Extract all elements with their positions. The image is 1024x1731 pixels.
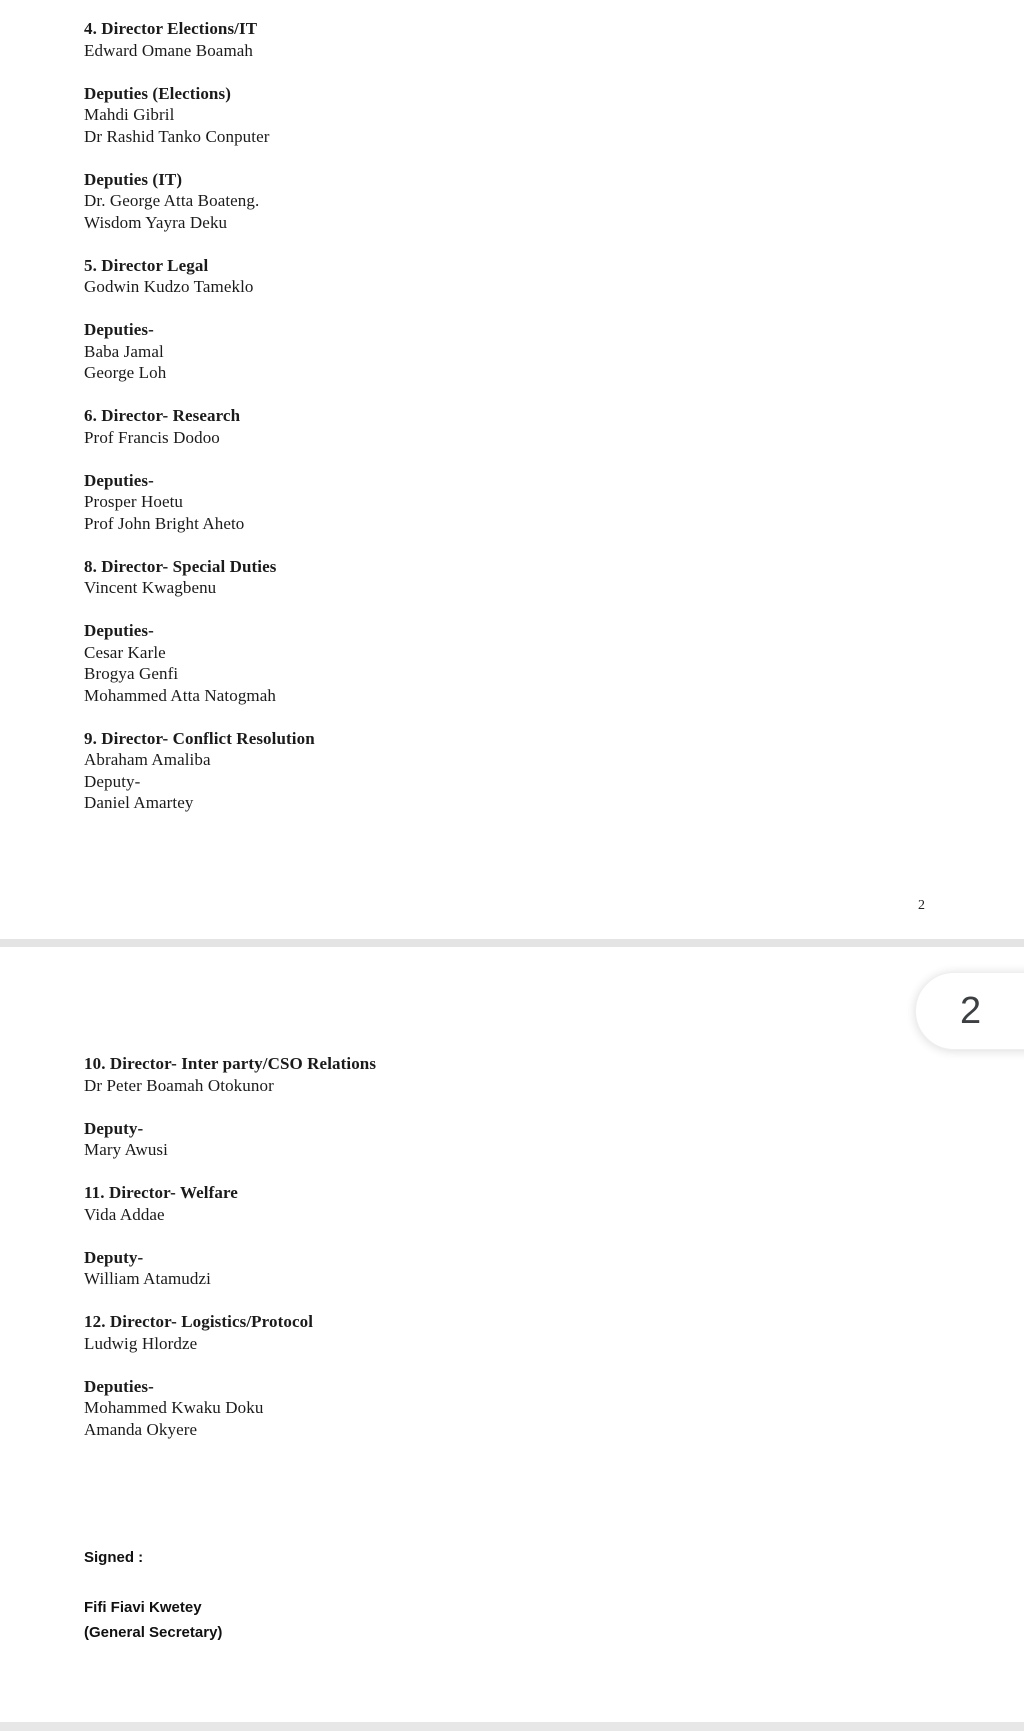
text-line: Deputy- bbox=[84, 771, 141, 791]
heading-line: Deputy- bbox=[84, 1247, 144, 1267]
blank-line bbox=[84, 1225, 984, 1247]
text-line: Dr. George Atta Boateng. bbox=[84, 191, 260, 210]
text-line: Dr Peter Boamah Otokunor bbox=[84, 1075, 274, 1095]
heading-line: Fifi Fiavi Kwetey bbox=[84, 1599, 202, 1616]
heading-line: 10. Director- Inter party/CSO Relations bbox=[84, 1054, 377, 1073]
page-indicator-value: 2 bbox=[960, 990, 982, 1032]
blank-line bbox=[84, 1354, 984, 1376]
heading-line: Deputies (IT) bbox=[84, 169, 183, 189]
text-line: William Atamudzi bbox=[84, 1269, 211, 1288]
heading-line: Signed : bbox=[84, 1549, 144, 1566]
page2-content bbox=[84, 1053, 984, 1440]
text-line: Prof John Bright Aheto bbox=[84, 513, 245, 533]
blank-line bbox=[84, 706, 984, 728]
text-line: Prosper Hoetu bbox=[84, 492, 184, 511]
text-line: Amanda Okyere bbox=[84, 1419, 198, 1439]
heading-line: Deputies- bbox=[84, 1376, 154, 1396]
blank-line bbox=[84, 61, 984, 83]
heading-line: 9. Director- Conflict Resolution bbox=[84, 728, 315, 748]
text-line: Mohammed Atta Natogmah bbox=[84, 685, 276, 705]
blank-line bbox=[84, 448, 984, 470]
heading-line: 8. Director- Special Duties bbox=[84, 556, 277, 576]
page-gap-separator bbox=[0, 939, 1024, 947]
text-line: Cesar Karle bbox=[84, 642, 166, 662]
blank-line bbox=[84, 147, 984, 169]
heading-line: 11. Director- Welfare bbox=[84, 1183, 238, 1202]
heading-line: 6. Director- Research bbox=[84, 406, 241, 425]
text-line: George Loh bbox=[84, 363, 167, 382]
text-line: Prof Francis Dodoo bbox=[84, 427, 220, 447]
blank-line bbox=[84, 1161, 984, 1183]
text-line: Abraham Amaliba bbox=[84, 750, 211, 769]
signature-block bbox=[84, 1545, 222, 1645]
heading-line: Deputies- bbox=[84, 621, 154, 640]
text-line: Dr Rashid Tanko Conputer bbox=[84, 126, 270, 146]
text-line: Mohammed Kwaku Doku bbox=[84, 1398, 264, 1417]
text-line: Vida Addae bbox=[84, 1204, 165, 1224]
blank-line bbox=[84, 233, 984, 255]
bottom-page-gap-separator bbox=[0, 1722, 1024, 1731]
text-line: Mahdi Gibril bbox=[84, 105, 175, 124]
page1-content bbox=[84, 18, 984, 814]
blank-line bbox=[84, 384, 984, 406]
text-line: Baba Jamal bbox=[84, 341, 164, 361]
blank-line bbox=[84, 534, 984, 556]
blank-line bbox=[84, 1096, 984, 1118]
heading-line: 5. Director Legal bbox=[84, 255, 209, 275]
heading-line: Deputies- bbox=[84, 470, 154, 490]
text-line: Wisdom Yayra Deku bbox=[84, 212, 228, 232]
heading-line: 12. Director- Logistics/Protocol bbox=[84, 1312, 314, 1331]
heading-line: Deputies- bbox=[84, 320, 154, 339]
blank-line bbox=[84, 298, 984, 320]
page-footer-number: 2 bbox=[918, 898, 925, 913]
blank-line bbox=[84, 1290, 984, 1312]
blank-line bbox=[84, 1570, 222, 1595]
text-line: Edward Omane Boamah bbox=[84, 40, 254, 60]
text-line: Godwin Kudzo Tameklo bbox=[84, 277, 254, 296]
heading-line: (General Secretary) bbox=[84, 1624, 223, 1641]
blank-line bbox=[84, 599, 984, 621]
text-line: Vincent Kwagbenu bbox=[84, 578, 217, 597]
text-line: Brogya Genfi bbox=[84, 664, 179, 683]
text-line: Mary Awusi bbox=[84, 1140, 168, 1159]
heading-line: Deputy- bbox=[84, 1118, 144, 1138]
text-line: Daniel Amartey bbox=[84, 793, 194, 812]
text-line: Ludwig Hlordze bbox=[84, 1333, 198, 1353]
page-indicator-badge[interactable] bbox=[915, 972, 1024, 1050]
heading-line: Deputies (Elections) bbox=[84, 83, 231, 103]
heading-line: 4. Director Elections/IT bbox=[84, 19, 258, 38]
